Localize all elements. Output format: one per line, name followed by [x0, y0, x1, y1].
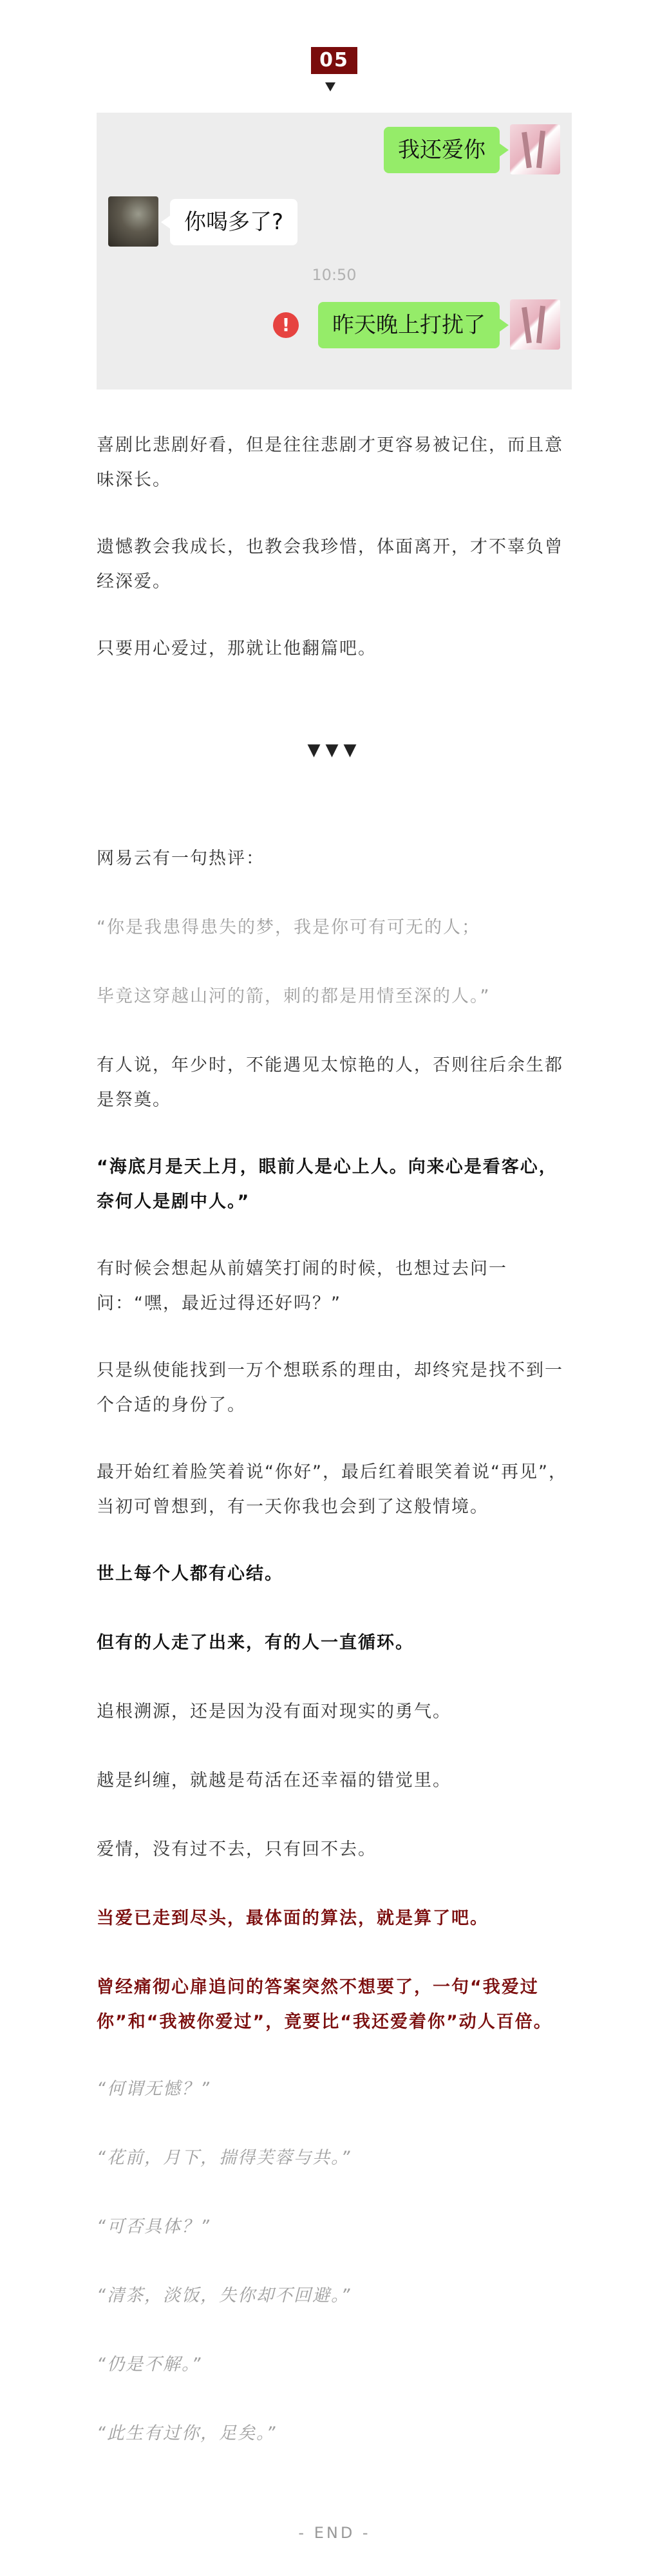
send-failed-icon: ! [273, 312, 299, 338]
dialogue-line: “何谓无憾？” [97, 2079, 211, 2099]
bold-paragraph: 但有的人走了出来，有的人一直循环。 [97, 1633, 414, 1653]
paragraph: 最开始红着脸笑着说“你好”，最后红着眼笑着说“再见”，当初可曾想到，有一天你我也会到了这般情境。 [97, 1462, 567, 1517]
dialogue-line: “仍是不解。” [97, 2355, 202, 2374]
chat-timestamp: 10:50 [312, 266, 357, 284]
chat-bubble-received: 你喝多了? [170, 199, 297, 245]
paragraph: 追根溯源，还是因为没有面对现实的勇气。 [97, 1702, 451, 1722]
paragraph: 有人说，年少时，不能遇见太惊艳的人，否则往后余生都是祭奠。 [97, 1055, 563, 1110]
dialogue-line: “花前，月下，揣得芙蓉与共。” [97, 2148, 352, 2168]
quote-line: 毕竟这穿越山河的箭，刺的都是用情至深的人。” [97, 986, 491, 1006]
dialogue-line: “可否具体？” [97, 2217, 211, 2237]
quote-line: “你是我患得患失的梦，我是你可有可无的人； [97, 917, 480, 937]
chat-bubble-sent: 我还爱你 [384, 127, 500, 173]
dialogue-line: “清茶，淡饭，失你却不回避。” [97, 2286, 352, 2306]
avatar-me [510, 299, 560, 350]
section-separator: ▼▼▼ [307, 740, 362, 760]
paragraph: 遗憾教会我成长，也教会我珍惜，体面离开，才不辜负曾经深爱。 [97, 537, 563, 592]
section-number-badge: 05 [311, 47, 357, 74]
dialogue-line: “此生有过你，足矣。” [97, 2423, 277, 2443]
paragraph: 喜剧比悲剧好看，但是往往悲剧才更容易被记住，而且意味深长。 [97, 435, 563, 490]
avatar-other [108, 196, 158, 247]
paragraph: 只要用心爱过，那就让他翻篇吧。 [97, 639, 377, 659]
paragraph: 越是纠缠，就越是苟活在还幸福的错觉里。 [97, 1771, 451, 1791]
down-arrow-icon [325, 82, 335, 91]
chat-screenshot [97, 113, 572, 390]
paragraph: 爱情，没有过不去，只有回不去。 [97, 1839, 377, 1859]
chat-bubble-sent: 昨天晚上打扰了 [318, 302, 500, 348]
highlight-paragraph: 曾经痛彻心扉追问的答案突然不想要了，一句“我爱过你”和“我被你爱过”，竟要比“我还爱着你”动人百倍。 [97, 1977, 552, 2032]
bold-quote: “海底月是天上月，眼前人是心上人。向来心是看客心，奈何人是剧中人。” [97, 1157, 558, 1212]
end-marker: - END - [298, 2524, 371, 2542]
paragraph: 网易云有一句热评： [97, 849, 265, 869]
avatar-me [510, 124, 560, 174]
paragraph: 只是纵使能找到一万个想联系的理由，却终究是找不到一个合适的身份了。 [97, 1360, 563, 1415]
bold-paragraph: 世上每个人都有心结。 [97, 1564, 283, 1584]
highlight-paragraph: 当爱已走到尽头，最体面的算法，就是算了吧。 [97, 1908, 489, 1928]
paragraph: 有时候会想起从前嬉笑打闹的时候，也想过去问一问：“嘿，最近过得还好吗？” [97, 1259, 507, 1313]
